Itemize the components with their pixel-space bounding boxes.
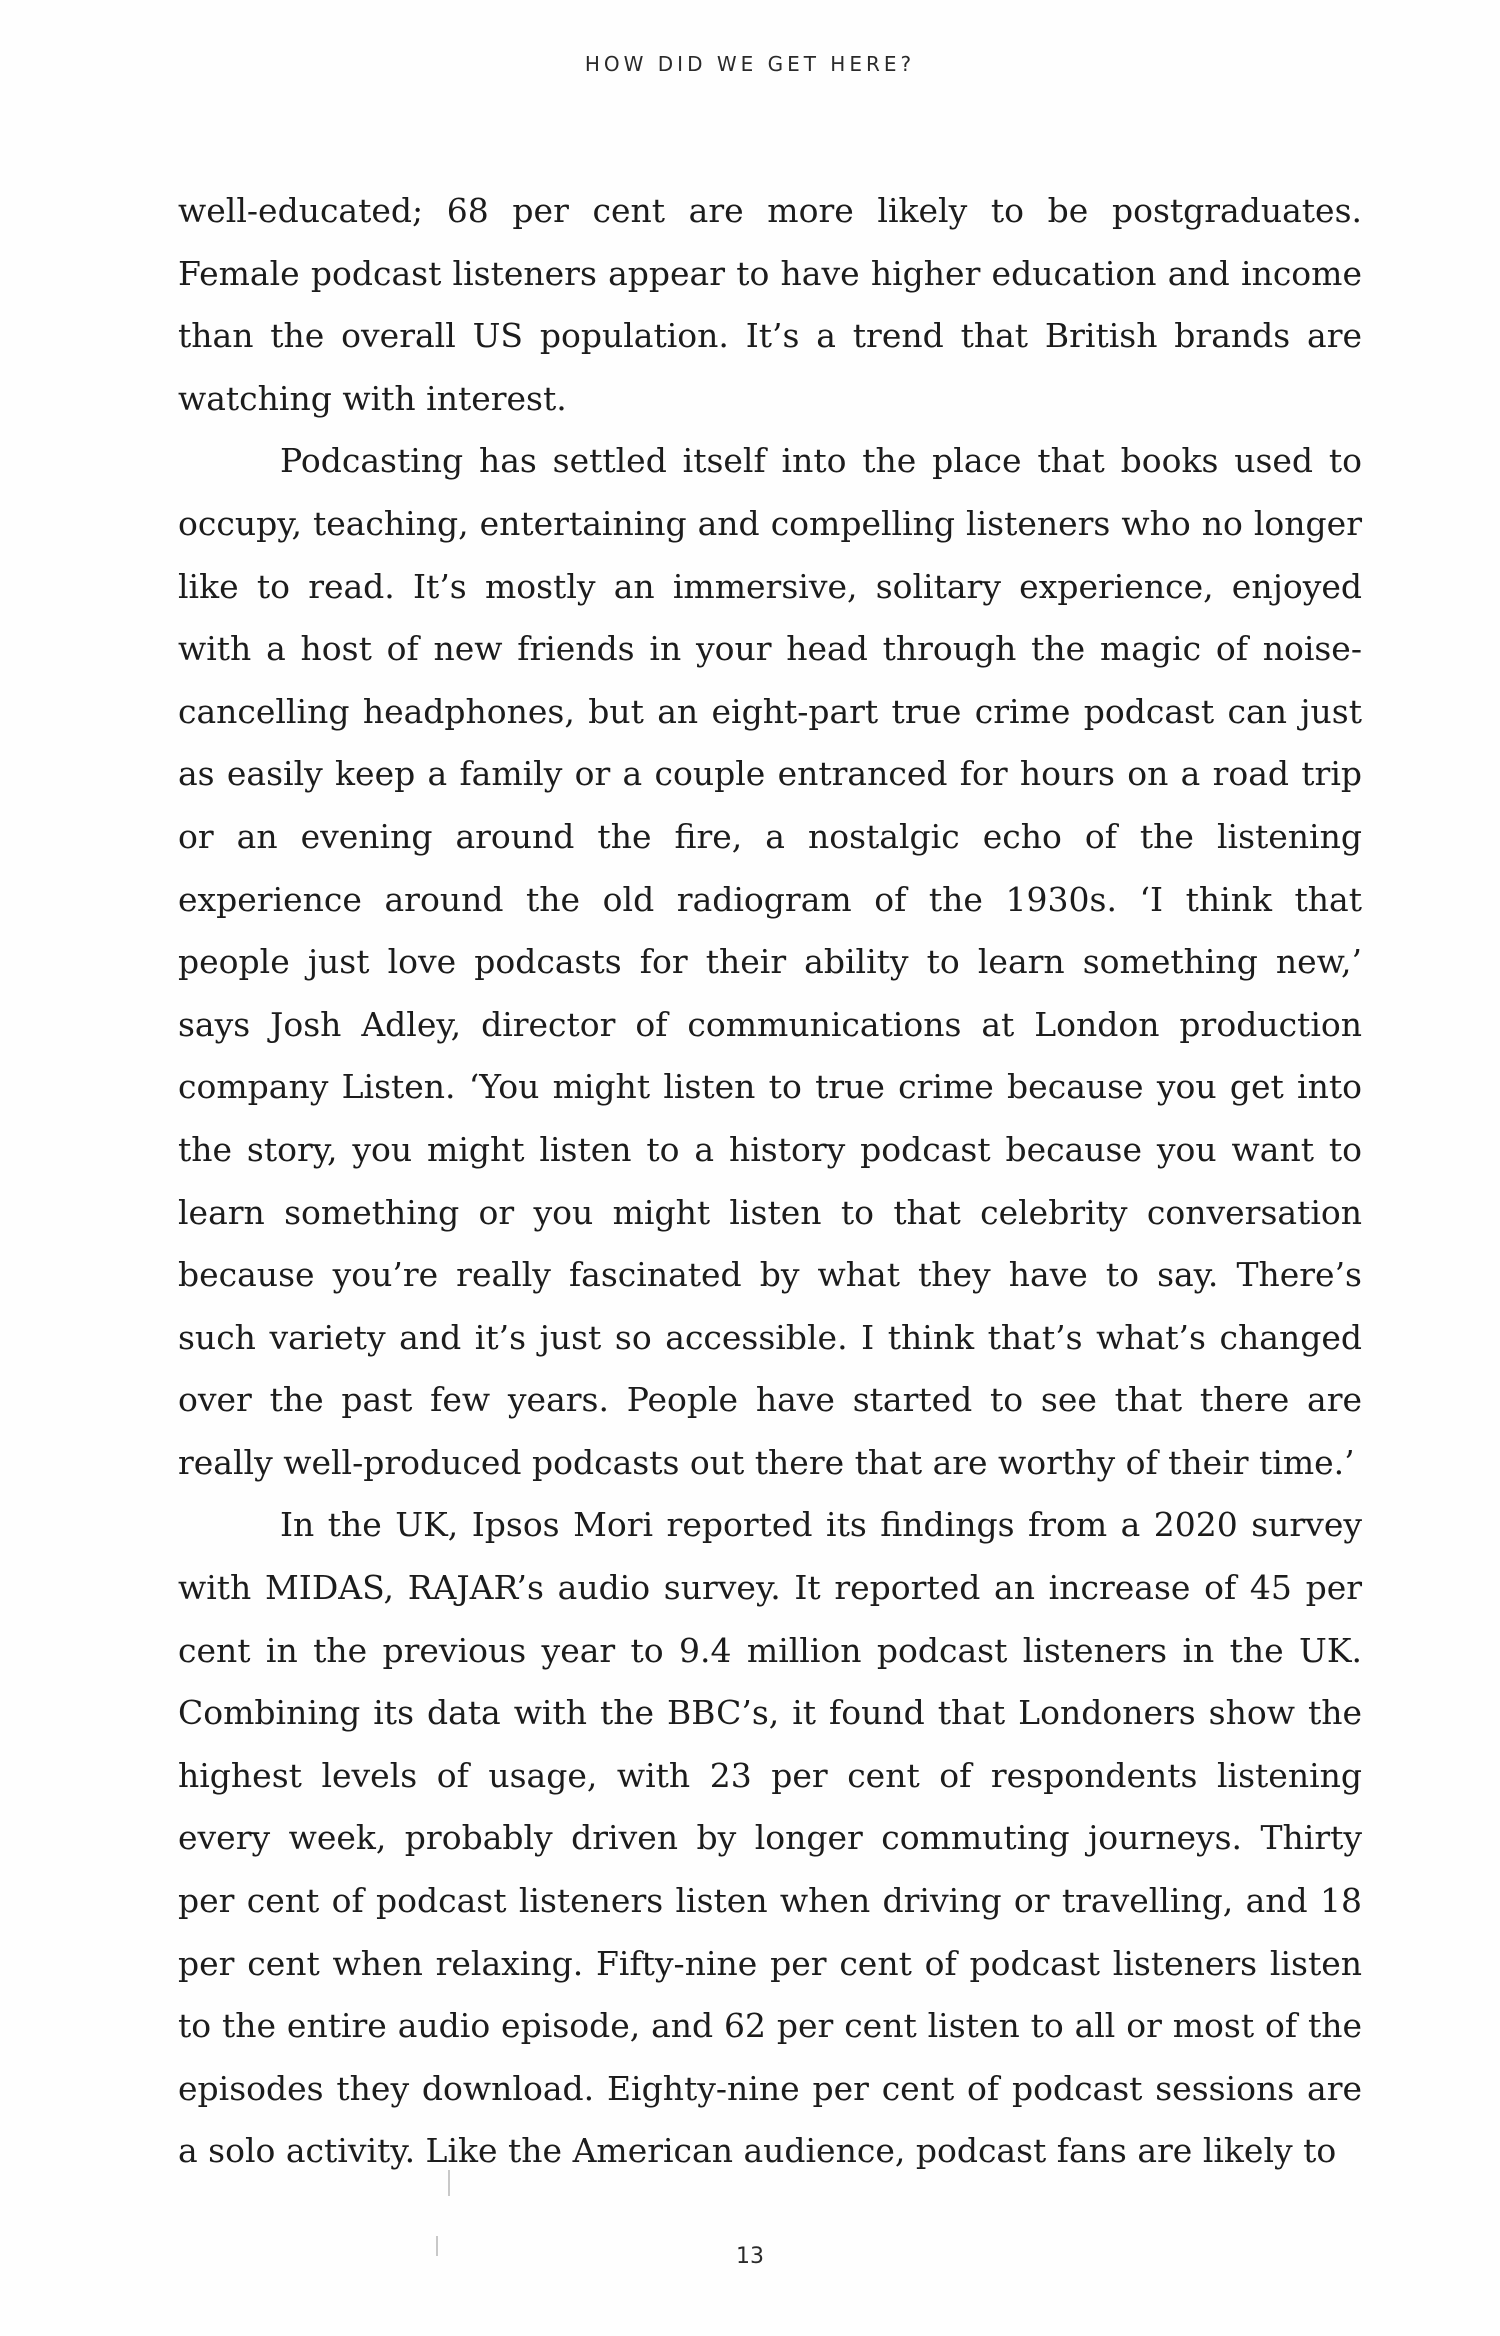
paragraph-continuation: well-educated; 68 per cent are more likely to be postgraduates. Female podcast listeners appear to have higher education and income than the overall US population. It’s a trend that British brands are watching with interest.	[178, 191, 1362, 418]
scan-mark-lower	[448, 2170, 450, 2196]
running-head: HOW DID WE GET HERE?	[584, 52, 916, 76]
body-text	[178, 180, 1362, 2183]
page-number: 13	[736, 2244, 764, 2269]
paragraph-uk-survey: In the UK, Ipsos Mori reported its findings from a 2020 survey with MIDAS, RAJAR’s audio survey. It reported an increase of 45 per cent in the previous year to 9.4 million podcast listeners in the UK. Combining its data with the BBC’s, it found that Londoners show the highest levels of usage, with 23 per cent of respondents listening every week, probably driven by longer commuting journeys. Thirty per cent of podcast listeners listen when driving or travelling, and 18 per cent when relaxing. Fifty-nine per cent of podcast listeners listen to the entire audio episode, and 62 per cent listen to all or most of the episodes they download. Eighty-nine per cent of podcast sessions are a solo activity. Like the American audience, podcast fans are likely to	[178, 1505, 1362, 2171]
paragraph-podcasting: Podcasting has settled itself into the place that books used to occupy, teaching, entertaining and compelling listeners who no longer like to read. It’s mostly an immersive, solitary experience, enjoyed with a host of new friends in your head through the magic of noise-cancelling headphones, but an eight-part true crime podcast can just as easily keep a family or a couple entranced for hours on a road trip or an evening around the fire, a nostalgic echo of the listening experience around the old radiogram of the 1930s. ‘I think that people just love podcasts for their ability to learn something new,’ says Josh Adley, director of communications at London production company Listen. ‘You might listen to true crime because you get into the story, you might listen to a history podcast because you want to learn something or you might listen to that celebrity conversation because you’re really fascinated by what they have to say. There’s such variety and it’s just so accessible. I think that’s what’s changed over the past few years. People have started to see that there are really well-produced podcasts out there that are worthy of their time.’	[178, 441, 1362, 1482]
